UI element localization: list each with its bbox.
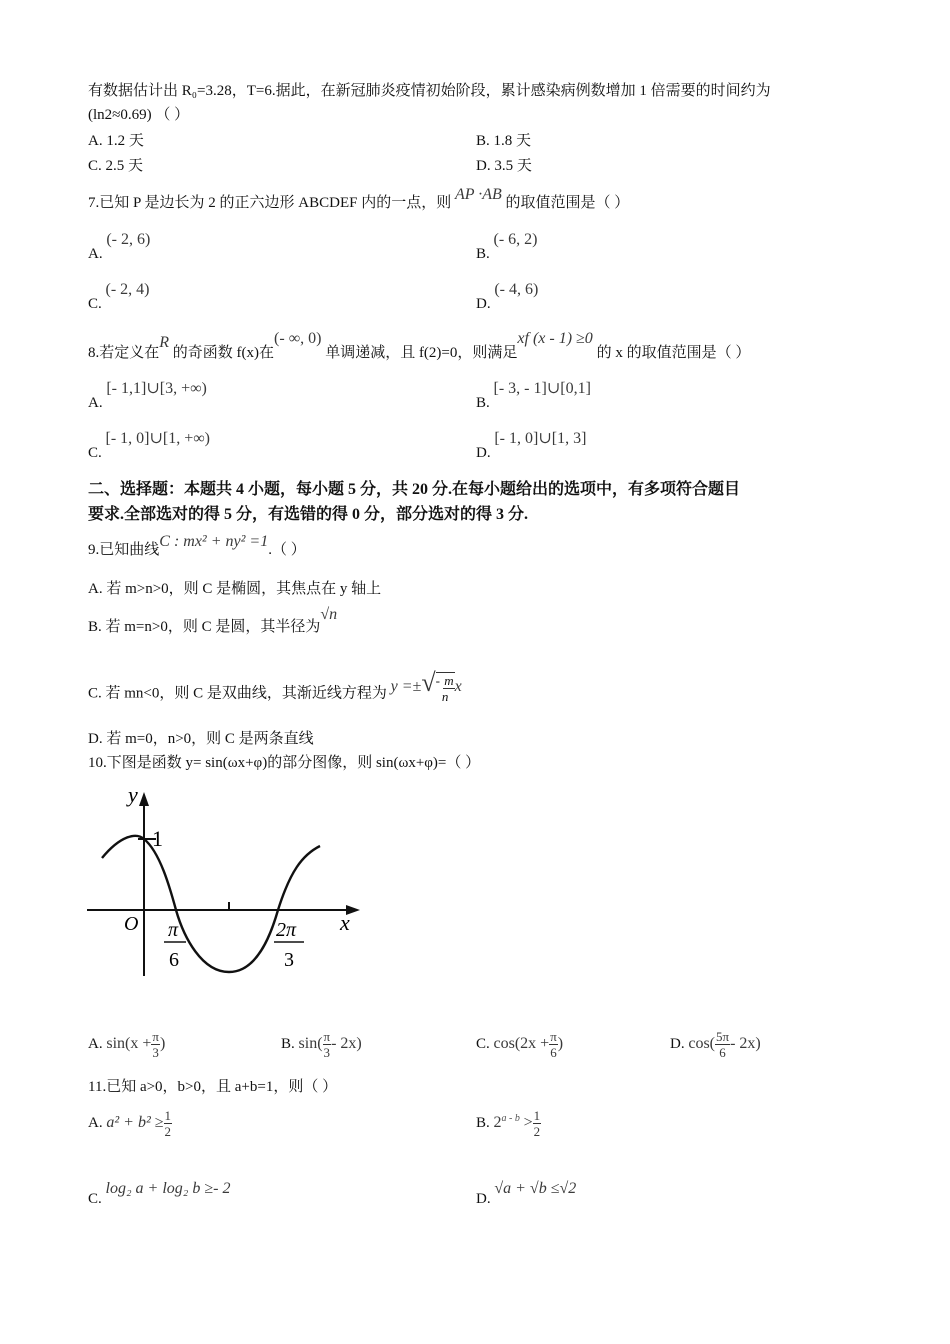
q11-stem: 11.已知 a>0，b>0，且 a+b=1，则（ ） [88, 1079, 338, 1095]
q10-a-num: π [152, 1029, 159, 1044]
q7-d-label: D. [476, 296, 491, 312]
q8-option-a [88, 380, 207, 413]
q6-option-a: A. 1.2 天 [88, 133, 144, 149]
q10-option-b [281, 1029, 362, 1060]
q7-b-math: (- 6, 2) [493, 231, 538, 248]
q7-option-b [476, 231, 538, 264]
q10-a-label: A. [88, 1035, 103, 1052]
q7-option-a [88, 231, 151, 264]
pi-over-6-num: π [168, 919, 179, 941]
q10-option-c [476, 1029, 563, 1060]
pi-over-6-den: 6 [169, 949, 179, 971]
q7-c-label: C. [88, 296, 102, 312]
x-axis-label: x [340, 910, 350, 935]
q11-option-b [476, 1108, 541, 1139]
q9-c-num: m [444, 673, 454, 688]
q8-stem-r: R [159, 334, 170, 351]
one-label: 1 [152, 826, 163, 851]
q11-c-math: log₂ a + log₂ b ≥- 2 [105, 1180, 231, 1197]
q8-d-label: D. [476, 445, 491, 461]
two-pi-over-3-den: 3 [284, 949, 294, 971]
q7-option-d [476, 281, 539, 314]
q8-c-math: [- 1, 0]∪[1, +∞) [105, 430, 210, 447]
q8-d-math: [- 1, 0]∪[1, 3] [494, 430, 587, 447]
q10-d-frac [715, 1029, 730, 1060]
q8-stem [88, 330, 751, 363]
q6-option-b: B. 1.8 天 [476, 133, 532, 149]
q10-c-num: π [550, 1029, 557, 1044]
q6-stem-line1: 有数据估计出 R₀=3.28，T=6.据此，在新冠肺炎疫情初始阶段，累计感染病例数增加 1 倍需要的时间约为 [88, 83, 771, 99]
q10-a-end: ) [159, 1034, 166, 1052]
q10-c-label: C. [476, 1035, 490, 1052]
section2-heading-line1: 二、选择题：本题共 4 小题，每小题 5 分，共 20 分.在每小题给出的选项中，有多项符合题目 [88, 481, 741, 498]
q10-d-end: - 2x) [730, 1034, 761, 1052]
q10-d-num: 5π [716, 1029, 730, 1044]
q11-b-label: B. [476, 1114, 490, 1131]
q8-option-c [88, 430, 210, 463]
q11-a-label: A. [88, 1114, 103, 1131]
q8-a-math: [- 1,1]∪[3, +∞) [106, 380, 207, 397]
q6-stem-line2: (ln2≈0.69) （ ） [88, 107, 190, 123]
q11-a-num: 1 [164, 1108, 172, 1123]
q10-a-frac [151, 1029, 160, 1060]
q9-c-fraction: - m n [435, 673, 454, 704]
q6-option-c: C. 2.5 天 [88, 158, 144, 174]
q9-stem-tail: .（ ） [268, 542, 306, 558]
q11-option-d [476, 1180, 577, 1209]
q9-c-math-pre: y =± [390, 678, 422, 696]
q10-c-end: ) [557, 1034, 564, 1052]
q10-d-label: D. [670, 1035, 685, 1052]
q11-b-den: 2 [533, 1124, 541, 1139]
q11-b-num: 1 [533, 1108, 541, 1123]
q7-stem [88, 186, 630, 213]
q10-d-den: 6 [719, 1045, 726, 1060]
q9-c-radical: √ [421, 668, 436, 698]
section2-heading-line2: 要求.全部选对的得 5 分，有选错的得 0 分，部分选对的得 3 分. [88, 506, 529, 523]
q8-a-label: A. [88, 395, 103, 411]
q7-stem-math: AP ·AB [454, 186, 502, 203]
q11-d-math: √a + √b ≤√2 [494, 1180, 577, 1197]
q11-d-label: D. [476, 1191, 491, 1207]
q10-b-num: π [323, 1029, 331, 1044]
q11-a-frac [164, 1108, 173, 1139]
q10-a-den: 3 [152, 1045, 159, 1060]
q8-stem-ineq: xf (x - 1) ≥0 [517, 330, 593, 347]
q10-c-frac [549, 1029, 558, 1060]
q8-stem-4: 的 x 的取值范围是（ ） [596, 345, 751, 361]
q11-b-math: 2 [493, 1113, 502, 1131]
y-axis-arrow [139, 792, 149, 806]
q11-b-gt: > [523, 1113, 533, 1131]
q7-b-label: B. [476, 246, 490, 262]
q9-option-b [88, 606, 338, 637]
q9-stem-math: C : mx² + ny² =1 [159, 533, 269, 550]
q9-stem-text: 9.已知曲线 [88, 542, 160, 558]
q10-option-a [88, 1029, 165, 1060]
q11-a-math: a² + b² ≥ [106, 1113, 164, 1131]
q8-b-label: B. [476, 395, 490, 411]
q10-b-math: sin( [298, 1034, 323, 1052]
q9-c-text: C. 若 mn<0，则 C 是双曲线，其渐近线方程为 [88, 685, 387, 702]
q11-option-a [88, 1108, 172, 1139]
q11-option-c [88, 1180, 231, 1209]
q9-stem [88, 533, 306, 560]
q10-b-label: B. [281, 1035, 295, 1052]
q9-c-den: n [441, 689, 449, 704]
q10-c-den: 6 [550, 1045, 557, 1060]
q10-a-math: sin(x + [106, 1034, 152, 1052]
q10-sine-graph [80, 780, 380, 990]
q9-c-math-post: x [454, 678, 462, 696]
q7-a-label: A. [88, 246, 103, 262]
q8-option-d [476, 430, 587, 463]
q7-c-math: (- 2, 4) [105, 281, 150, 298]
two-pi-over-3-num: 2π [276, 919, 297, 941]
q10-d-math: cos( [688, 1034, 715, 1052]
q10-stem: 10.下图是函数 y= sin(ωx+φ)的部分图像，则 sin(ωx+φ)=（ ） [88, 755, 481, 771]
q10-b-frac [323, 1029, 332, 1060]
q8-option-b [476, 380, 591, 413]
q8-stem-3: 单调递减，且 f(2)=0，则满足 [325, 345, 518, 361]
q7-option-c [88, 281, 150, 314]
q8-stem-2: 的奇函数 f(x)在 [172, 345, 275, 361]
y-axis-label: y [128, 782, 138, 807]
q10-option-d [670, 1029, 761, 1060]
q9-option-c [88, 668, 462, 710]
q7-stem-tail: 的取值范围是（ ） [505, 195, 630, 211]
q9-b-text: B. 若 m=n>0，则 C 是圆，其半径为 [88, 619, 321, 635]
q8-stem-interval: (- ∞, 0) [274, 330, 322, 347]
q11-b-exp: a - b [501, 1112, 520, 1124]
q7-a-math: (- 2, 6) [106, 231, 151, 248]
q11-b-frac [533, 1108, 542, 1139]
origin-label: O [124, 913, 139, 935]
q10-b-end: - 2x) [331, 1034, 362, 1052]
q8-stem-1: 8.若定义在 [88, 345, 160, 361]
q11-a-den: 2 [164, 1124, 172, 1139]
q7-d-math: (- 4, 6) [494, 281, 539, 298]
q6-option-d: D. 3.5 天 [476, 158, 532, 174]
q10-c-math: cos(2x + [493, 1034, 550, 1052]
q9-option-a: A. 若 m>n>0，则 C 是椭圆，其焦点在 y 轴上 [88, 581, 382, 597]
q8-b-math: [- 3, - 1]∪[0,1] [493, 380, 591, 397]
q8-c-label: C. [88, 445, 102, 461]
q11-c-label: C. [88, 1191, 102, 1207]
q9-b-math: √n [320, 606, 338, 623]
q7-stem-text: 7.已知 P 是边长为 2 的正六边形 ABCDEF 内的一点，则 [88, 195, 452, 211]
q10-b-den: 3 [323, 1045, 331, 1060]
q9-option-d: D. 若 m=0，n>0，则 C 是两条直线 [88, 731, 314, 747]
